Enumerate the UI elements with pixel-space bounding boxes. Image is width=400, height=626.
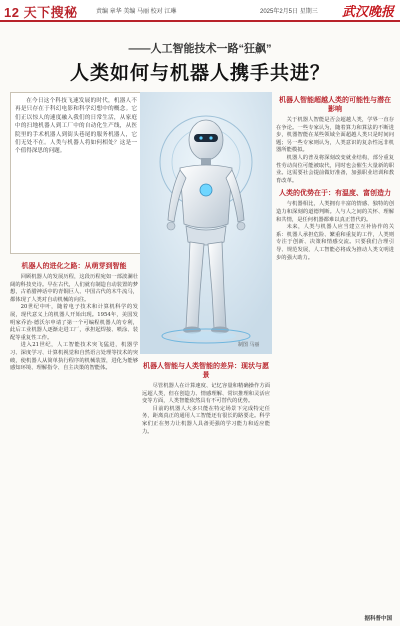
page-section-label: 12 天下搜秘 [4,5,78,20]
intro-text: 在今日这个科技飞速发展的时代，机器人不再是只存在于科幻电影和科学幻想中的概念。它们正以惊人的速度融入我们的日常生活，从家庭中的扫地机器人到工厂中的自动化生产线，从医院里的手术机器人到街头巷尾的服务机器人，它们无处不在。人类与机器人将如何相处？这是一个值得深思的问题。 [15,98,137,155]
paragraph: 尽管机器人在计算速度、记忆容量和精确操作方面远超人类，但在创造力、情感理解、常识推理和灵活应变等方面，人类智能依然具有不可替代的优势。 [142,383,270,405]
section-heading: 机器人的进化之路：从萌芽到智能 [21,263,127,270]
paragraph: 目前的机器人大多只能在特定场景下完成特定任务，距离真正的通用人工智能还有很长的路要走。科学家们正在努力让机器人具备更强的学习能力和适应能力。 [142,405,270,435]
issue-date: 2025年2月5日 星期三 [260,9,318,15]
headline-subtitle: ——人工智能技术一路“狂飙” [128,43,272,55]
paragraph: 与机器相比，人类拥有丰富的情感、独特的创造力和深刻的道德判断。人与人之间的关怀、理解和共情，是任何机器都难以真正替代的。 [276,201,394,223]
intro-box [10,92,142,254]
paragraph: 未来，人类与机器人应当建立互补协作的关系：机器人承担危险、繁重和重复的工作，人类则专注于创新、决策和情感交流。只要我们合理引导、规范发展，人工智能必将成为推动人类文明进步的强大助力。 [276,224,394,261]
paragraph: 回顾机器人的发展历程，这段历程宛如一部波澜壮阔的科技史诗。早在古代，人们就有制造自动装置的梦想，古希腊神话中的青铜巨人、中国古代的木牛流马，都体现了人类对自动机械的向往。 [10,274,138,303]
paragraph: 进入21世纪，人工智能技术突飞猛进，机器学习、深度学习、计算机视觉和自然语言处理等技术的突破，使机器人从简单执行程序的机械装置，进化为能够感知环境、理解指令、自主决策的智能体。 [10,342,138,372]
column-3 [276,92,394,620]
section-heading: 机器人智能超越人类的可能性与潜在影响 [279,97,391,113]
newspaper-logo: 武汉晚报 [341,5,394,20]
column-2 [142,358,270,620]
paragraph: 20世纪中叶，随着电子技术和计算机科学的发展，现代意义上的机器人开始出现。1954年，美国发明家乔治·德沃尔申请了第一个可编程机器人的专利，此后工业机器人逐渐走进工厂，承担起焊接、喷涂、装配等重复性工作。 [10,304,138,341]
masthead [0,0,400,22]
source-footer: 据科普中国 [364,616,392,622]
section-heading: 机器人智能与人类智能的差异：现状与愿景 [143,363,269,379]
paragraph: 机器人的普及将深刻改变就业结构，部分重复性劳动岗位可能被取代，同时也会催生大量新的职业。这需要社会提前做好准备，加强职业培训和教育改革。 [276,154,394,184]
image-credit: 制图 马丽 [238,342,260,348]
section-heading: 人类的优势在于：有温度、富创造力 [279,190,391,198]
robot-illustration [140,92,272,354]
headline-title: 人类如何与机器人携手共进？ [69,63,330,84]
column-1 [10,258,138,620]
editors-line: 责编 章华 美编 马丽 校对 江琳 [96,9,177,15]
paragraph: 关于机器人智能是否会超越人类，学界一直存在争论。一些专家认为，随着算力和算法的不断进步，机器智能在某些领域全面超越人类只是时间问题；另一些专家则认为，人类意识的复杂性远非机器所能模拟。 [276,117,394,154]
